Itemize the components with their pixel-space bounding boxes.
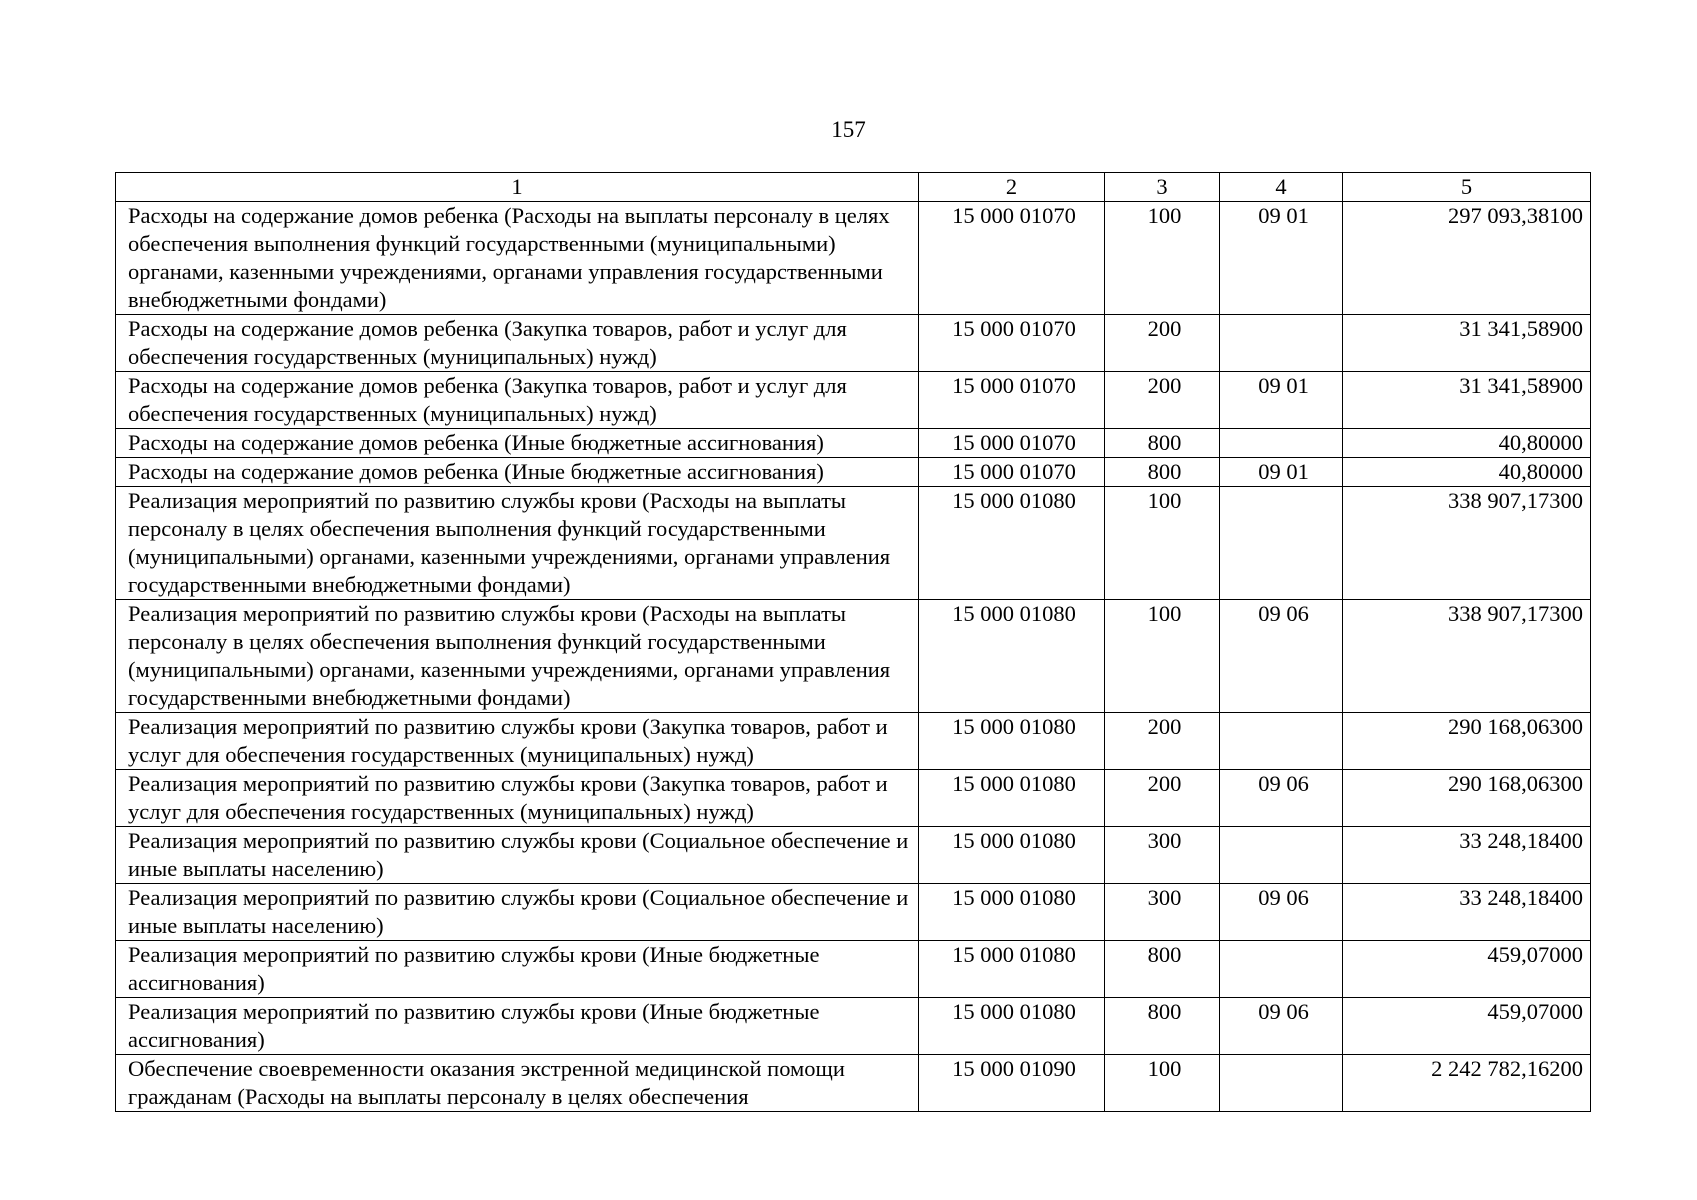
row-code-cell: 15 000 01080 [919, 600, 1105, 713]
row-section-cell [1220, 713, 1343, 770]
row-name-cell: Расходы на содержание домов ребенка (Расходы на выплаты персоналу в целях обеспечения выполнения функций государственными (муниципальными) органами, казенными учреждениями, органами управления государственными внебюджетными фондами) [116, 202, 919, 315]
header-row [116, 173, 1591, 202]
row-expense-type-cell: 100 [1105, 202, 1220, 315]
row-amount-cell: 31 341,58900 [1343, 372, 1591, 429]
row-expense-type-cell: 100 [1105, 487, 1220, 600]
column-header-2: 2 [919, 173, 1105, 202]
row-amount-cell: 33 248,18400 [1343, 827, 1591, 884]
row-section-cell [1220, 315, 1343, 372]
row-expense-type-cell: 300 [1105, 884, 1220, 941]
row-section-cell: 09 01 [1220, 202, 1343, 315]
row-name-cell: Реализация мероприятий по развитию службы крови (Иные бюджетные ассигнования) [116, 998, 919, 1055]
column-header-3: 3 [1105, 173, 1220, 202]
row-name-cell: Реализация мероприятий по развитию службы крови (Закупка товаров, работ и услуг для обеспечения государственных (муниципальных) нужд) [116, 770, 919, 827]
table-header [116, 173, 1591, 202]
row-amount-cell: 459,07000 [1343, 998, 1591, 1055]
row-section-cell: 09 06 [1220, 998, 1343, 1055]
row-name-cell: Реализация мероприятий по развитию службы крови (Социальное обеспечение и иные выплаты населению) [116, 884, 919, 941]
row-expense-type-cell: 800 [1105, 941, 1220, 998]
row-section-cell: 09 01 [1220, 372, 1343, 429]
row-code-cell: 15 000 01080 [919, 827, 1105, 884]
table-row [116, 1055, 1591, 1112]
row-amount-cell: 297 093,38100 [1343, 202, 1591, 315]
row-code-cell: 15 000 01080 [919, 941, 1105, 998]
table-row [116, 487, 1591, 600]
table-body [116, 202, 1591, 1112]
table-row [116, 713, 1591, 770]
table-row [116, 315, 1591, 372]
row-name-cell: Расходы на содержание домов ребенка (Закупка товаров, работ и услуг для обеспечения государственных (муниципальных) нужд) [116, 315, 919, 372]
budget-table [115, 172, 1591, 1112]
row-expense-type-cell: 200 [1105, 372, 1220, 429]
row-amount-cell: 290 168,06300 [1343, 770, 1591, 827]
row-name-cell: Реализация мероприятий по развитию службы крови (Иные бюджетные ассигнования) [116, 941, 919, 998]
row-code-cell: 15 000 01070 [919, 429, 1105, 458]
table-row [116, 998, 1591, 1055]
row-amount-cell: 459,07000 [1343, 941, 1591, 998]
row-code-cell: 15 000 01090 [919, 1055, 1105, 1112]
table-row [116, 600, 1591, 713]
row-expense-type-cell: 100 [1105, 600, 1220, 713]
row-name-cell: Реализация мероприятий по развитию службы крови (Расходы на выплаты персоналу в целях обеспечения выполнения функций государственными (муниципальными) органами, казенными учреждениями, органами управления государственными внебюджетными фондами) [116, 600, 919, 713]
row-code-cell: 15 000 01080 [919, 713, 1105, 770]
row-name-cell: Реализация мероприятий по развитию службы крови (Закупка товаров, работ и услуг для обеспечения государственных (муниципальных) нужд) [116, 713, 919, 770]
row-name-cell: Реализация мероприятий по развитию службы крови (Социальное обеспечение и иные выплаты населению) [116, 827, 919, 884]
table-row [116, 770, 1591, 827]
table-row [116, 202, 1591, 315]
row-name-cell: Расходы на содержание домов ребенка (Иные бюджетные ассигнования) [116, 458, 919, 487]
row-code-cell: 15 000 01070 [919, 202, 1105, 315]
row-expense-type-cell: 200 [1105, 713, 1220, 770]
row-code-cell: 15 000 01080 [919, 884, 1105, 941]
row-amount-cell: 338 907,17300 [1343, 487, 1591, 600]
row-section-cell: 09 06 [1220, 884, 1343, 941]
row-code-cell: 15 000 01080 [919, 487, 1105, 600]
page-number: 157 [831, 117, 866, 142]
row-code-cell: 15 000 01070 [919, 315, 1105, 372]
row-expense-type-cell: 800 [1105, 998, 1220, 1055]
table-row [116, 372, 1591, 429]
row-expense-type-cell: 100 [1105, 1055, 1220, 1112]
row-amount-cell: 33 248,18400 [1343, 884, 1591, 941]
row-code-cell: 15 000 01070 [919, 372, 1105, 429]
table-row [116, 941, 1591, 998]
row-expense-type-cell: 800 [1105, 429, 1220, 458]
row-section-cell: 09 06 [1220, 600, 1343, 713]
row-amount-cell: 40,80000 [1343, 429, 1591, 458]
row-name-cell: Обеспечение своевременности оказания экстренной медицинской помощи гражданам (Расходы на выплаты персоналу в целях обеспечения [116, 1055, 919, 1112]
row-section-cell [1220, 941, 1343, 998]
row-amount-cell: 40,80000 [1343, 458, 1591, 487]
column-header-4: 4 [1220, 173, 1343, 202]
row-code-cell: 15 000 01070 [919, 458, 1105, 487]
row-name-cell: Реализация мероприятий по развитию службы крови (Расходы на выплаты персоналу в целях обеспечения выполнения функций государственными (муниципальными) органами, казенными учреждениями, органами управления государственными внебюджетными фондами) [116, 487, 919, 600]
row-expense-type-cell: 200 [1105, 770, 1220, 827]
column-header-1: 1 [116, 173, 919, 202]
row-section-cell: 09 01 [1220, 458, 1343, 487]
row-amount-cell: 338 907,17300 [1343, 600, 1591, 713]
row-amount-cell: 2 242 782,16200 [1343, 1055, 1591, 1112]
row-section-cell: 09 06 [1220, 770, 1343, 827]
table-row [116, 458, 1591, 487]
row-expense-type-cell: 300 [1105, 827, 1220, 884]
row-section-cell [1220, 429, 1343, 458]
table-row [116, 429, 1591, 458]
table-row [116, 884, 1591, 941]
row-code-cell: 15 000 01080 [919, 998, 1105, 1055]
row-code-cell: 15 000 01080 [919, 770, 1105, 827]
row-expense-type-cell: 200 [1105, 315, 1220, 372]
row-section-cell [1220, 827, 1343, 884]
row-section-cell [1220, 1055, 1343, 1112]
row-name-cell: Расходы на содержание домов ребенка (Иные бюджетные ассигнования) [116, 429, 919, 458]
row-amount-cell: 31 341,58900 [1343, 315, 1591, 372]
column-header-5: 5 [1343, 173, 1591, 202]
row-name-cell: Расходы на содержание домов ребенка (Закупка товаров, работ и услуг для обеспечения государственных (муниципальных) нужд) [116, 372, 919, 429]
row-amount-cell: 290 168,06300 [1343, 713, 1591, 770]
row-expense-type-cell: 800 [1105, 458, 1220, 487]
table-row [116, 827, 1591, 884]
row-section-cell [1220, 487, 1343, 600]
